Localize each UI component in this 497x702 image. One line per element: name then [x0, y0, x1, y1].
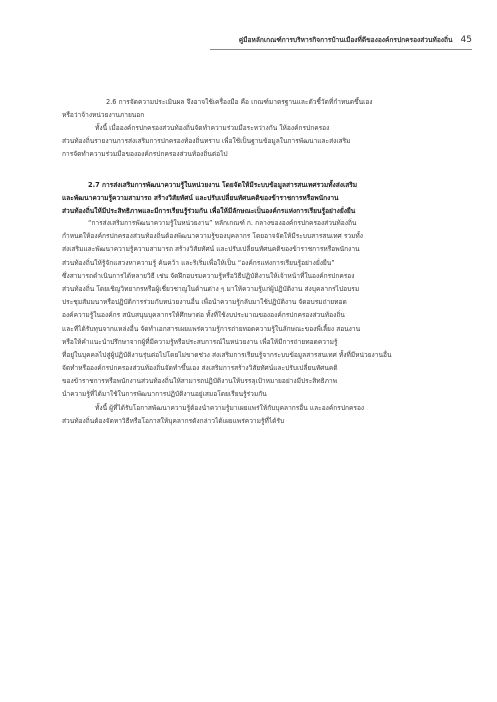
paragraph-line: จัดทำหรือองค์กรปกครองส่วนท้องถิ่นจัดทำขึ้นเอง ส่งเสริมการสร้างวิสัยทัศน์และปรับเปลี่ยนทัศนคติ [62, 364, 338, 373]
paragraph-line: การจัดทำความร่วมมือขององค์กรปกครองส่วนท้องถิ่นต่อไป [62, 150, 228, 159]
header-divider [210, 49, 472, 50]
paragraph-line: ประชุมสัมมนาหรือปฏิบัติการร่วมกับหน่วยงานอื่น เพื่อนำความรู้กลับมาใช้ปฏิบัติงาน จัดอบรมถ่ายทอด [62, 298, 347, 307]
paragraph-line: นำความรู้ที่ได้มาใช้ในการพัฒนาการปฏิบัติงานอยู่เสมอโดยเรียนรู้ร่วมกัน [62, 390, 267, 399]
paragraph-line: ทั้งนี้ เมื่อองค์กรปกครองส่วนท้องถิ่นจัดทำความร่วมมือระหว่างกัน ให้องค์กรปกครอง [95, 124, 330, 132]
paragraph-line: ทั้งนี้ ผู้ที่ได้รับโอกาสพัฒนาความรู้ต้องนำความรู้มาเผยแพร่ให้กับบุคลากรอื่น และองค์กรปกครอง [95, 404, 365, 412]
paragraph-line: ของข้าราชการหรือพนักงานส่วนท้องถิ่นให้สามารถปฏิบัติงานให้บรรลุเป้าหมายอย่างมีประสิทธิภาพ [62, 377, 338, 386]
heading-line: และพัฒนาความรู้ความสามารถ สร้างวิสัยทัศน์ และปรับเปลี่ยนทัศนคติของข้าราชการหรือพนักงาน [62, 194, 339, 203]
heading-line: ส่วนท้องถิ่นให้มีประสิทธิภาพและมีการเรียนรู้ร่วมกัน เพื่อให้มีลักษณะเป็นองค์กรแห่งการเรียนรู้อย่างยั่งยืน [62, 207, 356, 216]
paragraph-cooperation-report [62, 122, 472, 162]
page-header [210, 34, 472, 45]
paragraph-line: หรือว่าจ้างหน่วยงานภายนอก [62, 111, 145, 120]
paragraph-line: 2.6 การจัดความประเมินผล จึงอาจใช้เครื่องมือ คือ เกณฑ์มาตรฐานและตัวชี้วัดที่กำหนดขึ้นเอง [106, 98, 373, 106]
paragraph-line: และทีได้รับทุนจากแหล่งอื่น จัดทำเอกสารเผยแพร่ความรู้การถ่ายทอดความรู้ในลักษณะของพี่เลี้ยง สอนงาน [62, 324, 361, 333]
heading-line: 2.7 การส่งเสริมการพัฒนาความรู้ในหน่วยงาน โดยจัดให้มีระบบข้อมูลสารสนเทศรวมทั้งส่งเสริม [88, 181, 358, 189]
paragraph-line: หรือให้คำแนะนำปรึกษาจากผู้ที่มีความรู้หรือประสบการณ์ในหน่วยงาน เพื่อให้มีการถ่ายทอดความรู้ [62, 337, 338, 346]
paragraph-line: กำหนดให้องค์กรปกครองส่วนท้องถิ่นต้องพัฒนาความรู้ของบุคลากร โดยอาจจัดให้มีระบบสารสนเทศ รวมทั้ง [62, 232, 363, 241]
paragraph-knowledge-development [62, 217, 472, 402]
running-header-title: คู่มือหลักเกณฑ์การบริหารกิจการบ้านเมืองที่ดีขององค์กรปกครองส่วนท้องถิ่น [238, 36, 453, 44]
paragraph-line: “การส่งเสริมการพัฒนาความรู้ในหน่วยงาน” หลักเกณฑ์ ก. กลางขององค์กรปกครองส่วนท้องถิ่น [88, 219, 357, 227]
paragraph-knowledge-sharing [62, 402, 472, 428]
paragraph-line: ส่วนท้องถิ่นรายงานการส่งเสริมการปกครองท้องถิ่นทราบ เพื่อใช้เป็นฐานข้อมูลในการพัฒนาและส่งเสริม [62, 137, 351, 146]
paragraph-line: ที่อยู่ในบุคคลไปสู่ผู้ปฏิบัติงานรุ่นต่อไปโดยไม่ขาดช่วง ส่งเสริมการเรียนรู้จากระบบข้อมูลสารสนเทศ ทั้งที่มีหน่วยงานอื่น [62, 350, 392, 359]
section-heading-2-7 [62, 179, 472, 219]
paragraph-line: ส่วนท้องถิ่นให้รู้จักแสวงหาความรู้ ค้นคว้า และริเริ่มเพื่อให้เป็น “องค์กรแห่งการเรียนรู้อย่างยั่งยืน” [62, 258, 335, 267]
paragraph-line: ส่วนท้องถิ่นต้องจัดหาวิธีหรือโอกาสให้บุคลากรดังกล่าวได้เผยแพร่ความรู้ที่ได้รับ [62, 417, 285, 426]
paragraph-2-6 [62, 96, 472, 122]
paragraph-line: ส่งเสริมและพัฒนาความรู้ความสามารถ สร้างวิสัยทัศน์ และปรับเปลี่ยนทัศนคติของข้าราชการหรือพนักงาน [62, 245, 360, 254]
paragraph-line: ซึ่งสามารถดำเนินการได้หลายวิธี เช่น จัดฝึกอบรมความรู้หรือวิธีปฏิบัติงานให้เจ้าหน้าที่ในองค์กรปกครอง [62, 271, 355, 280]
page-number: 45 [460, 35, 472, 45]
paragraph-line: องค์ความรู้ในองค์กร สนับสนุนบุคลากรให้ศึกษาต่อ ทั้งที่ใช้งบประมาณขององค์กรปกครองส่วนท้องถิ่น [62, 311, 345, 320]
paragraph-line: ส่วนท้องถิ่น โดยเชิญวิทยากรหรือผู้เชี่ยวชาญในด้านต่าง ๆ มาให้ความรู้แก่ผู้ปฏิบัติงาน ส่งบุคลากรไปอบรม [62, 284, 360, 293]
